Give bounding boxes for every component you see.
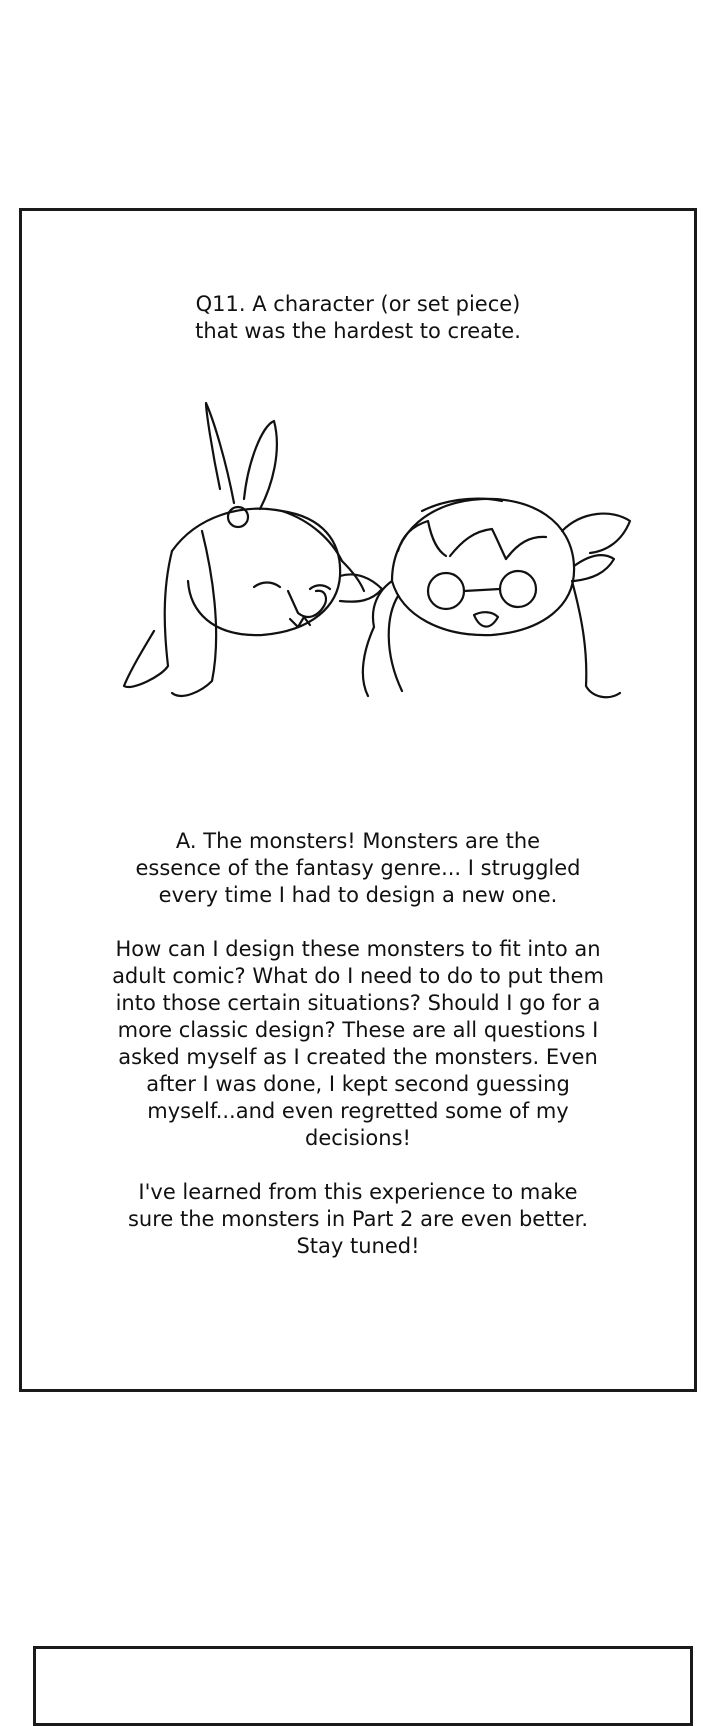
answer-line: myself...and even regretted some of my — [147, 1099, 569, 1123]
answer-line: more classic design? These are all questions I — [117, 1018, 599, 1042]
twintail-girl-sketch — [363, 499, 630, 698]
answer-line: How can I design these monsters to fit into an — [115, 937, 601, 961]
answer-line: decisions! — [305, 1126, 411, 1150]
answer-paragraph — [22, 1179, 694, 1260]
answer-line: A. The monsters! Monsters are the — [175, 829, 541, 853]
answer-paragraph — [22, 936, 694, 1152]
answer-line: asked myself as I created the monsters. Even — [118, 1045, 598, 1069]
next-comic-panel — [33, 1646, 693, 1726]
answer-line: after I was done, I kept second guessing — [146, 1072, 570, 1096]
bunny-girl-sketch — [124, 403, 382, 696]
answer-line: essence of the fantasy genre... I struggled — [135, 856, 581, 880]
answer-line: I've learned from this experience to make — [138, 1180, 578, 1204]
answer-text — [22, 828, 694, 1287]
chibi-girls-sketch — [102, 391, 682, 731]
comic-panel — [19, 208, 697, 1392]
question-heading — [22, 291, 694, 345]
answer-line: adult comic? What do I need to do to put them — [112, 964, 604, 988]
answer-line: Stay tuned! — [296, 1234, 420, 1258]
answer-line: sure the monsters in Part 2 are even better. — [127, 1207, 588, 1231]
question-line: that was the hardest to create. — [195, 319, 521, 343]
question-line: Q11. A character (or set piece) — [195, 292, 521, 316]
answer-line: every time I had to design a new one. — [158, 883, 558, 907]
answer-line: into those certain situations? Should I go for a — [115, 991, 601, 1015]
answer-paragraph — [22, 828, 694, 909]
